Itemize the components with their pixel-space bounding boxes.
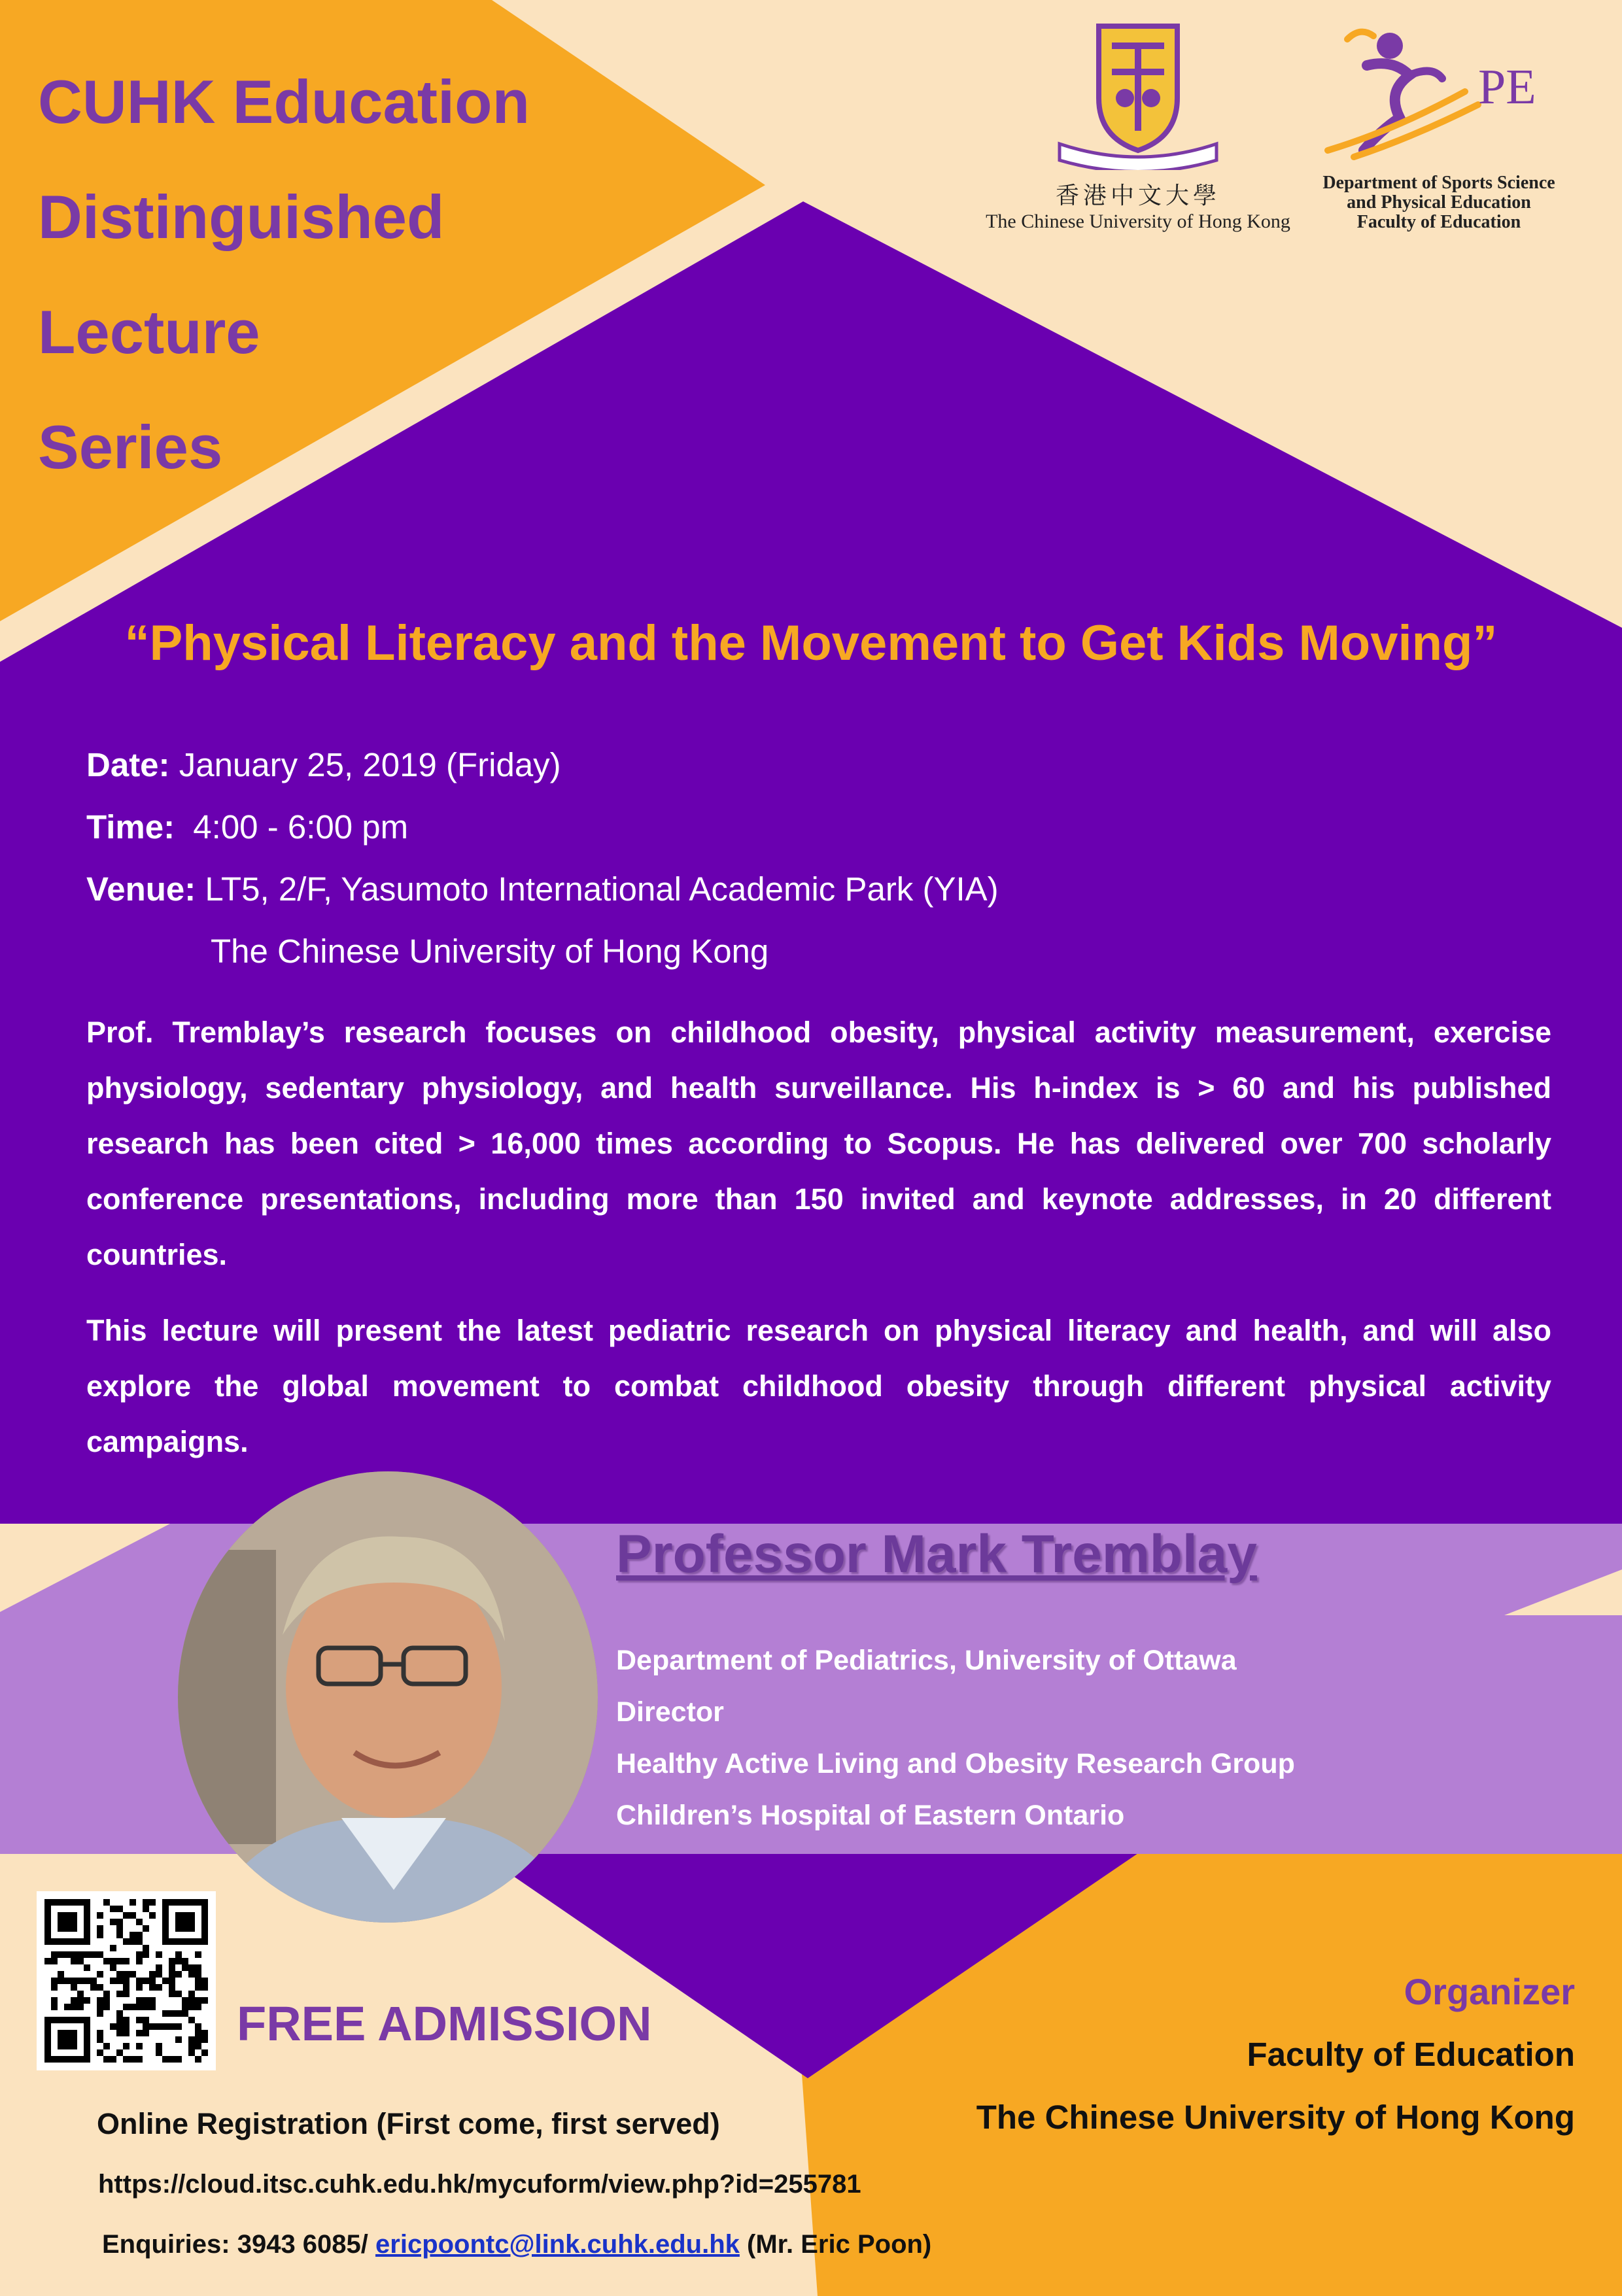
lecture-title: “Physical Literacy and the Movement to Get Kids Moving”	[124, 615, 1498, 671]
time-value: 4:00 - 6:00 pm	[193, 808, 409, 846]
date-label: Date:	[86, 746, 170, 783]
date-row	[86, 739, 1558, 801]
organizer-line: The Chinese University of Hong Kong	[976, 2099, 1575, 2136]
registration-qr-code[interactable]	[37, 1891, 216, 2070]
qr-code-icon	[37, 1891, 216, 2070]
affiliation-line: Director	[616, 1696, 724, 1728]
speaker-name: Professor Mark Tremblay	[616, 1524, 1257, 1584]
dept-line: and Physical Education	[1347, 192, 1531, 213]
enquiries-suffix: (Mr. Eric Poon)	[739, 2230, 932, 2259]
affiliation-line: Healthy Active Living and Obesity Research Group	[616, 1748, 1295, 1779]
free-admission: FREE ADMISSION	[237, 1996, 652, 2051]
date-value: January 25, 2019 (Friday)	[179, 746, 561, 783]
time-label: Time:	[86, 808, 175, 846]
speaker-portrait-icon	[178, 1471, 598, 1923]
organizer-line: Faculty of Education	[1247, 2036, 1575, 2073]
enquiries-prefix: Enquiries: 3943 6085/	[102, 2230, 376, 2259]
enquiries-email-link[interactable]: ericpoontc@link.cuhk.edu.hk	[375, 2230, 740, 2259]
series-title-line: Distinguished	[38, 182, 445, 251]
cuhk-chinese-name: 香港中文大學	[1055, 182, 1220, 209]
cuhk-crest-icon	[1040, 20, 1236, 170]
dept-line: Department of Sports Science	[1322, 173, 1555, 193]
series-title-line: Lecture	[38, 298, 260, 366]
speaker-affiliations	[616, 1635, 1295, 1842]
series-title-line: Series	[38, 413, 223, 481]
time-row	[86, 801, 1558, 863]
series-title	[38, 44, 692, 505]
affiliation-line: Children’s Hospital of Eastern Ontario	[616, 1800, 1125, 1831]
registration-url[interactable]: https://cloud.itsc.cuhk.edu.hk/mycuform/view.php?id=255781	[98, 2170, 861, 2199]
series-title-line: CUHK Education	[38, 67, 530, 136]
affiliation-line: Department of Pediatrics, University of Ottawa	[616, 1645, 1237, 1676]
sports-figure-icon	[1302, 20, 1498, 170]
cuhk-english-name: The Chinese University of Hong Kong	[986, 211, 1290, 232]
enquiries	[102, 2230, 931, 2259]
venue-row	[86, 863, 1558, 925]
organizer-heading: Organizer	[1404, 1971, 1575, 2012]
organizer-block	[976, 1961, 1575, 2149]
venue-line2: The Chinese University of Hong Kong	[211, 933, 769, 970]
cuhk-logo	[981, 20, 1295, 242]
venue-label: Venue:	[86, 870, 196, 908]
dept-line: Faculty of Education	[1356, 212, 1521, 232]
registration-label: Online Registration (First come, first served)	[97, 2107, 720, 2140]
venue-line1: LT5, 2/F, Yasumoto International Academic Park (YIA)	[205, 870, 999, 908]
research-paragraph: Prof. Tremblay’s research focuses on childhood obesity, physical activity measurement, exercise physiology, sedentary physiology, and health surveillance. His h-index is > 60 and his published research has been cited > 16,000 times according to Scopus. He has delivered over 700 scholarly conference presentations, including more than 150 invited and keynote addresses, in 20 different countries.	[86, 1016, 1551, 1271]
speaker-photo	[178, 1471, 598, 1923]
sports-science-logo	[1282, 20, 1596, 242]
lecture-details	[86, 739, 1558, 987]
pe-label: PE	[1478, 60, 1536, 114]
lecture-paragraph: This lecture will present the latest pediatric research on physical literacy and health, and will also explore the global movement to combat childhood obesity through different physical activity campaigns.	[86, 1314, 1551, 1458]
